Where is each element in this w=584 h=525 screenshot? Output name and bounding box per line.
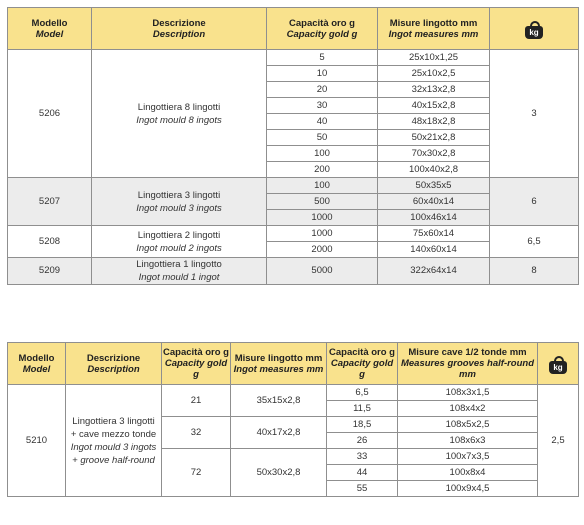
groove-capacity-cell: 55 xyxy=(327,481,398,497)
ingot-capacity-cell: 21 xyxy=(162,385,231,417)
header-weight xyxy=(538,343,579,385)
groove-measures-cell: 108x6x3 xyxy=(398,433,538,449)
model-cell: 5207 xyxy=(8,178,92,226)
ingot-measures-cell: 50x30x2,8 xyxy=(231,449,327,497)
header-model: Modello Model xyxy=(8,8,92,50)
ingot-capacity-cell: 72 xyxy=(162,449,231,497)
description-it: Lingottiera 8 lingotti xyxy=(137,101,221,113)
table-row xyxy=(8,226,579,242)
description-it: Lingottiera 2 lingotti xyxy=(137,229,221,241)
description-en-line1: Ingot mould 3 ingots xyxy=(70,441,157,453)
capacity-cell: 200 xyxy=(267,162,378,178)
ingot-capacity-cell: 32 xyxy=(162,417,231,449)
measures-cell: 322x64x14 xyxy=(378,258,490,285)
model-cell: 5206 xyxy=(8,50,92,178)
capacity-cell: 20 xyxy=(267,82,378,98)
measures-cell: 25x10x2,5 xyxy=(378,66,490,82)
table-header-row xyxy=(8,8,579,50)
groove-capacity-cell: 33 xyxy=(327,449,398,465)
description-en: Ingot mould 1 ingot xyxy=(138,272,220,283)
measures-cell: 100x46x14 xyxy=(378,210,490,226)
measures-cell: 140x60x14 xyxy=(378,242,490,258)
groove-capacity-cell: 26 xyxy=(327,433,398,449)
header-weight xyxy=(490,8,579,50)
header-capacity: Capacità oro g Capacity gold g xyxy=(267,8,378,50)
groove-capacity-cell: 11,5 xyxy=(327,401,398,417)
capacity-cell: 40 xyxy=(267,114,378,130)
ingot-measures-cell: 35x15x2,8 xyxy=(231,385,327,417)
capacity-cell: 30 xyxy=(267,98,378,114)
header-description: Descrizione Description xyxy=(92,8,267,50)
model-cell: 5210 xyxy=(8,385,66,497)
description-it: Lingottiera 1 lingotto xyxy=(136,259,222,270)
groove-capacity-cell: 6,5 xyxy=(327,385,398,401)
capacity-cell: 10 xyxy=(267,66,378,82)
capacity-cell: 100 xyxy=(267,178,378,194)
measures-cell: 60x40x14 xyxy=(378,194,490,210)
capacity-cell: 500 xyxy=(267,194,378,210)
table-header-row xyxy=(8,343,579,385)
groove-measures-cell: 100x8x4 xyxy=(398,465,538,481)
table-row xyxy=(8,50,579,66)
table-row xyxy=(8,258,579,285)
capacity-cell: 1000 xyxy=(267,210,378,226)
description-it-line1: Lingottiera 3 lingotti xyxy=(72,415,155,427)
description-cell xyxy=(92,258,267,285)
ingot-groove-mould-table xyxy=(7,342,579,497)
capacity-cell: 2000 xyxy=(267,242,378,258)
measures-cell: 40x15x2,8 xyxy=(378,98,490,114)
groove-capacity-cell: 18,5 xyxy=(327,417,398,433)
description-en: Ingot mould 2 ingots xyxy=(136,242,222,254)
capacity-cell: 1000 xyxy=(267,226,378,242)
header-capacity: Capacità oro g Capacity gold g xyxy=(162,343,231,385)
description-it-line2: + cave mezzo tonde xyxy=(70,428,157,440)
description-cell xyxy=(92,226,267,258)
weight-cell: 3 xyxy=(490,50,579,178)
measures-cell: 75x60x14 xyxy=(378,226,490,242)
ingot-measures-cell: 40x17x2,8 xyxy=(231,417,327,449)
model-cell: 5208 xyxy=(8,226,92,258)
groove-measures-cell: 108x3x1,5 xyxy=(398,385,538,401)
capacity-cell: 5000 xyxy=(267,258,378,285)
header-measures: Misure lingotto mm Ingot measures mm xyxy=(231,343,327,385)
description-cell xyxy=(66,385,162,497)
ingot-mould-table xyxy=(7,7,579,285)
weight-icon: kg xyxy=(525,21,543,37)
description-en: Ingot mould 3 ingots xyxy=(136,202,222,214)
table-row xyxy=(8,178,579,194)
measures-cell: 50x35x5 xyxy=(378,178,490,194)
measures-cell: 100x40x2,8 xyxy=(378,162,490,178)
weight-cell: 6 xyxy=(490,178,579,226)
header-model: Modello Model xyxy=(8,343,66,385)
description-cell xyxy=(92,50,267,178)
header-measures: Misure lingotto mm Ingot measures mm xyxy=(378,8,490,50)
model-cell: 5209 xyxy=(8,258,92,285)
groove-measures-cell: 100x7x3,5 xyxy=(398,449,538,465)
header-description: Descrizione Description xyxy=(66,343,162,385)
measures-cell: 50x21x2,8 xyxy=(378,130,490,146)
measures-cell: 32x13x2,8 xyxy=(378,82,490,98)
description-en-line2: + groove half-round xyxy=(72,454,155,466)
measures-cell: 70x30x2,8 xyxy=(378,146,490,162)
description-en: Ingot mould 8 ingots xyxy=(136,114,222,126)
groove-measures-cell: 108x5x2,5 xyxy=(398,417,538,433)
weight-cell: 2,5 xyxy=(538,385,579,497)
capacity-cell: 5 xyxy=(267,50,378,66)
table-row xyxy=(8,385,579,401)
header-groove-measures: Misure cave 1/2 tonde mm Measures grooves half-round mm xyxy=(398,343,538,385)
weight-cell: 6,5 xyxy=(490,226,579,258)
measures-cell: 48x18x2,8 xyxy=(378,114,490,130)
groove-measures-cell: 108x4x2 xyxy=(398,401,538,417)
description-cell xyxy=(92,178,267,226)
groove-measures-cell: 100x9x4,5 xyxy=(398,481,538,497)
capacity-cell: 50 xyxy=(267,130,378,146)
description-it: Lingottiera 3 lingotti xyxy=(137,189,221,201)
capacity-cell: 100 xyxy=(267,146,378,162)
measures-cell: 25x10x1,25 xyxy=(378,50,490,66)
weight-cell: 8 xyxy=(490,258,579,285)
groove-capacity-cell: 44 xyxy=(327,465,398,481)
weight-icon: kg xyxy=(549,356,567,372)
header-capacity-grooves: Capacità oro g Capacity gold g xyxy=(327,343,398,385)
